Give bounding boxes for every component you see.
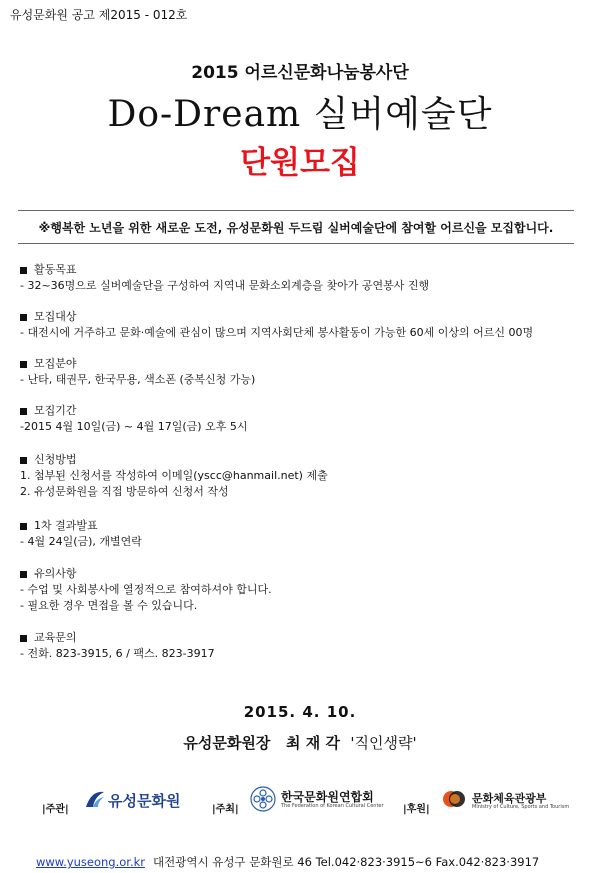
yuseong-logo-icon — [84, 789, 106, 811]
bullet-square-icon — [20, 523, 27, 530]
bullet-square-icon — [20, 457, 27, 464]
section-notes — [20, 566, 580, 614]
intro-text: ※행복한 노년을 위한 새로운 도전, 유성문화원 두드림 실버예술단에 참여할 어르신을 모집합니다. — [38, 221, 554, 235]
section-target — [20, 309, 580, 341]
sponsor-label: |후원| — [403, 804, 430, 815]
footer-address: 대전광역시 유성구 문화원로 46 Tel.042·823·3915~6 Fax.042·823·3917 — [153, 855, 540, 869]
mcst-logo-icon — [442, 788, 468, 810]
section-line: - 4월 24일(금), 개별연락 — [20, 535, 142, 548]
section-result — [20, 518, 580, 550]
bullet-square-icon — [20, 571, 27, 578]
section-line: - 32~36명으로 실버예술단을 구성하여 지역내 문화소외계층을 찾아가 공연봉사 진행 — [20, 279, 430, 292]
section-line: - 수업 및 사회봉사에 열정적으로 참여하셔야 합니다. — [20, 583, 272, 596]
signature-org: 유성문화원장 — [183, 734, 271, 752]
bullet-square-icon — [20, 635, 27, 642]
organizer-label: |주최| — [212, 804, 239, 815]
notice-number: 유성문화원 공고 제2015 - 012호 — [10, 8, 188, 22]
section-inquiry — [20, 630, 580, 662]
recruit-heading: 단원모집 — [240, 145, 360, 181]
section-apply-method — [20, 452, 580, 500]
bullet-square-icon — [20, 361, 27, 368]
organizer-name: 한국문화원연합회 — [281, 790, 374, 804]
signature — [0, 732, 600, 753]
section-period — [20, 403, 580, 435]
seal-omitted: '직인생략' — [350, 734, 417, 752]
issue-date: 2015. 4. 10. — [243, 703, 357, 721]
host-label: |주관| — [42, 804, 69, 815]
section-line: - 난타, 태권무, 한국무용, 색소폰 (중복신청 가능) — [20, 373, 256, 386]
section-heading: 활동목표 — [34, 263, 77, 276]
kccf-logo-icon — [250, 786, 276, 812]
section-heading: 신청방법 — [34, 453, 77, 466]
website-link[interactable]: www.yuseong.or.kr — [36, 855, 146, 869]
section-field — [20, 356, 580, 388]
section-heading: 모집분야 — [34, 357, 77, 370]
section-line: - 필요한 경우 면접을 볼 수 있습니다. — [20, 599, 198, 612]
page-title: Do-Dream 실버예술단 — [107, 94, 493, 135]
divider-top — [18, 210, 574, 211]
sponsor-name: 문화체육관광부 — [472, 792, 547, 805]
bullet-square-icon — [20, 267, 27, 274]
section-heading: 교육문의 — [34, 631, 77, 644]
section-line: -2015 4월 10일(금) ~ 4월 17일(금) 오후 5시 — [20, 420, 248, 433]
bullet-square-icon — [20, 314, 27, 321]
host-name: 유성문화원 — [108, 792, 181, 810]
event-subtitle: 2015 어르신문화나눔봉사단 — [191, 63, 409, 83]
section-line: - 전화. 823-3915, 6 / 팩스. 823-3917 — [20, 647, 215, 660]
section-heading: 모집기간 — [34, 404, 77, 417]
sponsor-sub: Ministry of Culture, Sports and Tourism — [472, 804, 570, 810]
section-heading: 유의사항 — [34, 567, 77, 580]
section-activity-goal — [20, 262, 580, 294]
section-line: 2. 유성문화원을 직접 방문하여 신청서 작성 — [20, 485, 229, 498]
divider-bottom — [18, 243, 574, 244]
footer — [36, 854, 539, 870]
section-line: - 대전시에 거주하고 문화·예술에 관심이 많으며 지역사회단체 봉사활동이 가능한 60세 이상의 어르신 00명 — [20, 326, 534, 339]
organizer-sub: The Federation of Korean Cultural Center — [281, 803, 384, 809]
signature-name: 최 재 각 — [286, 734, 340, 752]
section-heading: 모집대상 — [34, 310, 77, 323]
bullet-square-icon — [20, 408, 27, 415]
section-line: 1. 첨부된 신청서를 작성하여 이메일(yscc@hanmail.net) 제출 — [20, 469, 328, 482]
section-heading: 1차 결과발표 — [34, 519, 98, 532]
